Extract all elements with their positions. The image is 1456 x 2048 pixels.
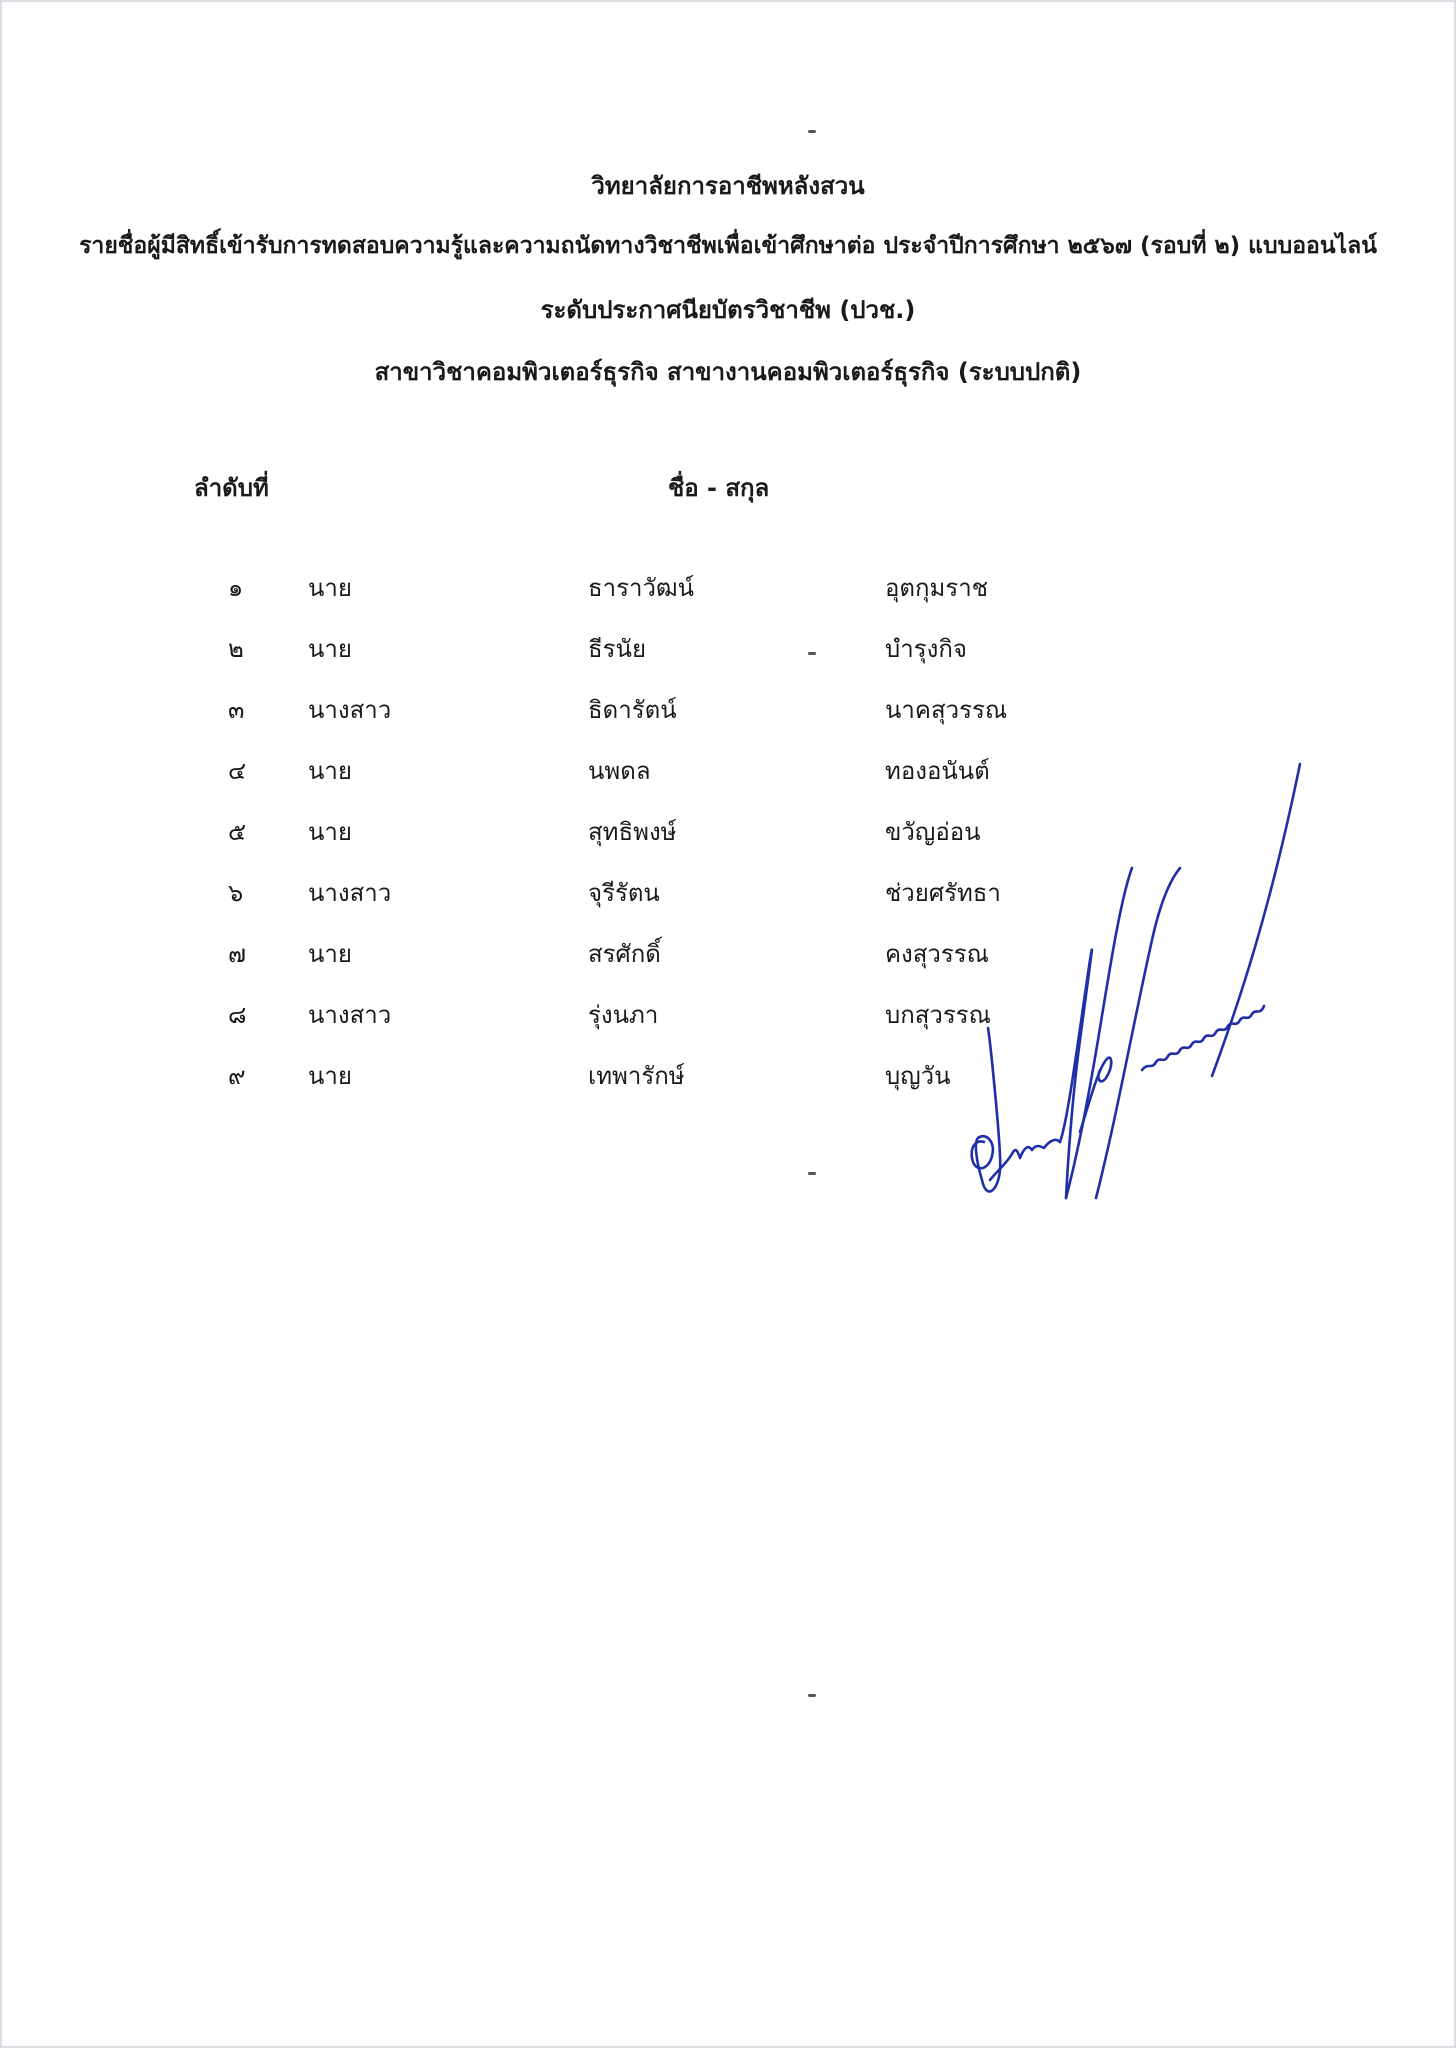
row-number: ๔ (228, 757, 247, 785)
row-first-name: สุทธิพงษ์ (588, 818, 677, 846)
signature-stroke (1080, 1058, 1111, 1132)
row-first-name: ธีรนัย (588, 635, 647, 663)
signature-stroke (1142, 1006, 1264, 1070)
row-last-name: บุญวัน (885, 1062, 951, 1090)
row-number: ๒ (228, 635, 244, 663)
row-title: นางสาว (308, 879, 392, 907)
row-last-name: บำรุงกิจ (885, 635, 967, 663)
row-last-name: ขวัญอ่อน (885, 818, 981, 846)
row-number: ๓ (228, 696, 245, 724)
list-item (0, 629, 1456, 690)
scan-speck (808, 1172, 816, 1175)
row-title: นางสาว (308, 1001, 392, 1029)
row-last-name: นาคสุวรรณ (885, 696, 1008, 724)
signature-stroke (1066, 868, 1132, 1198)
row-last-name: อุตกุมราช (885, 574, 989, 602)
row-number: ๗ (228, 940, 247, 968)
row-title: นาย (308, 757, 352, 785)
row-number: ๕ (228, 818, 247, 846)
signature-stroke (1096, 868, 1180, 1198)
row-last-name: ช่วยศรัทธา (885, 879, 1001, 907)
row-first-name: ธาราวัฒน์ (588, 574, 695, 602)
row-number: ๑ (228, 574, 244, 602)
scan-speck (808, 652, 816, 655)
handwritten-signature (920, 740, 1340, 1210)
row-title: นางสาว (308, 696, 392, 724)
scan-speck (808, 1694, 816, 1697)
program-name: สาขาวิชาคอมพิวเตอร์ธุรกิจ สาขางานคอมพิวเตอร์ธุรกิจ (ระบบปกติ) (374, 358, 1082, 386)
certificate-level: ระดับประกาศนียบัตรวิชาชีพ (ปวช.) (540, 296, 916, 324)
column-header-number: ลำดับที่ (194, 474, 269, 502)
row-first-name: ธิดารัตน์ (588, 696, 677, 724)
row-number: ๘ (228, 1001, 247, 1029)
row-number: ๙ (228, 1062, 246, 1090)
row-title: นาย (308, 1062, 352, 1090)
list-item (0, 568, 1456, 629)
row-number: ๖ (228, 879, 244, 907)
row-first-name: รุ่งนภา (588, 1001, 659, 1029)
row-first-name: เทพารักษ์ (588, 1062, 685, 1090)
row-last-name: ทองอนันต์ (885, 757, 990, 785)
signature-stroke (972, 1028, 1001, 1191)
row-title: นาย (308, 635, 352, 663)
row-title: นาย (308, 940, 352, 968)
row-first-name: นพดล (588, 757, 651, 785)
row-title: นาย (308, 574, 352, 602)
column-header-name: ชื่อ - สกุล (668, 474, 770, 502)
row-first-name: จุรีรัตน (588, 879, 660, 907)
row-first-name: สรศักดิ์ (588, 940, 661, 968)
list-title: รายชื่อผู้มีสิทธิ์เข้ารับการทดสอบความรู้และความถนัดทางวิชาชีพเพื่อเข้าศึกษาต่อ ประจำปีการศึกษา ๒๕๖๗ (รอบที่ ๒) แบบออนไลน์ (79, 233, 1377, 259)
row-last-name: บกสุวรรณ (885, 1001, 991, 1029)
row-title: นาย (308, 818, 352, 846)
college-name: วิทยาลัยการอาชีพหลังสวน (591, 172, 865, 200)
scan-speck (808, 130, 816, 133)
row-last-name: คงสุวรรณ (885, 940, 989, 968)
